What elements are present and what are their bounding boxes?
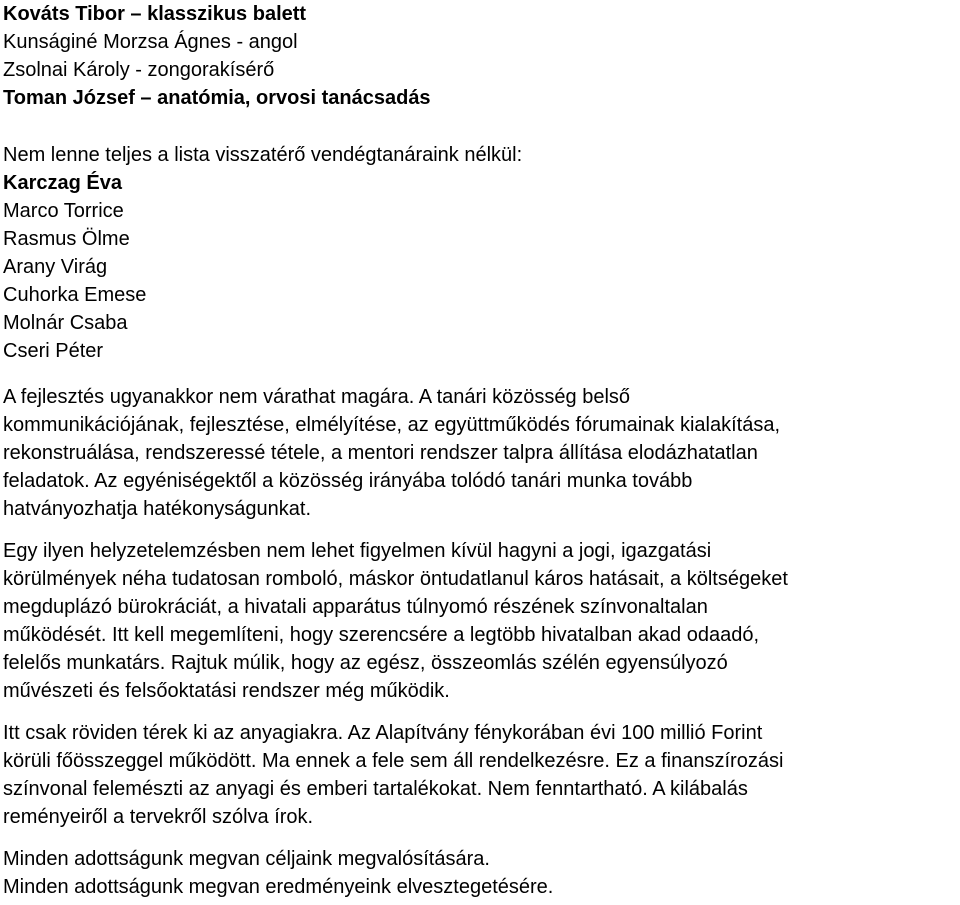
guest-line-1: Karczag Éva xyxy=(3,172,122,194)
paragraph-line: hatványozhatja hatékonyságunkat. xyxy=(3,498,311,520)
paragraph-finances xyxy=(3,719,957,831)
paragraph-line: Itt csak röviden térek ki az anyagiakra. Az Alapítvány fénykorában évi 100 millió Forint xyxy=(3,722,763,744)
paragraph-line: színvonal felemészti az anyagi és emberi tartalékokat. Nem fenntartható. A kilábalás xyxy=(3,778,748,800)
paragraph-line: A fejlesztés ugyanakkor nem várathat magára. A tanári közösség belső xyxy=(3,386,631,408)
paragraph-line: működését. Itt kell megemlíteni, hogy szerencsére a legtöbb hivatalban akad odaadó, xyxy=(3,624,760,646)
paragraph-line: művészeti és felsőoktatási rendszer még működik. xyxy=(3,680,450,702)
teacher-line-1: Kováts Tibor – klasszikus balett xyxy=(3,3,307,25)
guest-line-2: Marco Torrice xyxy=(3,200,124,222)
paragraph-development xyxy=(3,383,957,523)
guest-line-4: Arany Virág xyxy=(3,256,108,278)
paragraph-line: megduplázó bürokráciát, a hivatali apparátus túlnyomó részének színvonaltalan xyxy=(3,596,708,618)
paragraph-line: kommunikációjának, fejlesztése, elmélyítése, az együttműködés fórumainak kialakítása, xyxy=(3,414,781,436)
teacher-line-2: Kunságiné Morzsa Ágnes - angol xyxy=(3,31,298,53)
paragraph-line: feladatok. Az egyéniségektől a közösség irányába tolódó tanári munka tovább xyxy=(3,470,693,492)
teacher-line-3: Zsolnai Károly - zongorakísérő xyxy=(3,59,275,81)
paragraph-line: Minden adottságunk megvan eredményeink elvesztegetésére. xyxy=(3,876,554,898)
paragraph-line: Minden adottságunk megvan céljaink megvalósítására. xyxy=(3,848,490,870)
paragraph-line: körüli főösszeggel működött. Ma ennek a fele sem áll rendelkezésre. Ez a finanszírozási xyxy=(3,750,784,772)
document-page xyxy=(3,0,957,901)
guest-line-5: Cuhorka Emese xyxy=(3,284,147,306)
paragraph-line: felelős munkatárs. Rajtuk múlik, hogy az egész, összeomlás szélén egyensúlyozó xyxy=(3,652,728,674)
paragraph-line: reményeiről a tervekről szólva írok. xyxy=(3,806,314,828)
guest-line-7: Cseri Péter xyxy=(3,340,104,362)
teacher-line-4: Toman József – anatómia, orvosi tanácsadás xyxy=(3,87,431,109)
paragraph-line: rekonstruálása, rendszeressé tétele, a mentori rendszer talpra állítása elodázhatatlan xyxy=(3,442,758,464)
paragraph-analysis xyxy=(3,537,957,705)
guest-line-3: Rasmus Ölme xyxy=(3,228,130,250)
teacher-list xyxy=(3,0,957,112)
guest-teacher-section xyxy=(3,141,957,365)
paragraph-line: Egy ilyen helyzetelemzésben nem lehet figyelmen kívül hagyni a jogi, igazgatási xyxy=(3,540,712,562)
guest-intro: Nem lenne teljes a lista visszatérő vendégtanáraink nélkül: xyxy=(3,144,523,166)
paragraph-line: körülmények néha tudatosan romboló, máskor öntudatlanul káros hatásait, a költségeket xyxy=(3,568,788,590)
guest-line-6: Molnár Csaba xyxy=(3,312,128,334)
paragraph-closing xyxy=(3,845,957,901)
